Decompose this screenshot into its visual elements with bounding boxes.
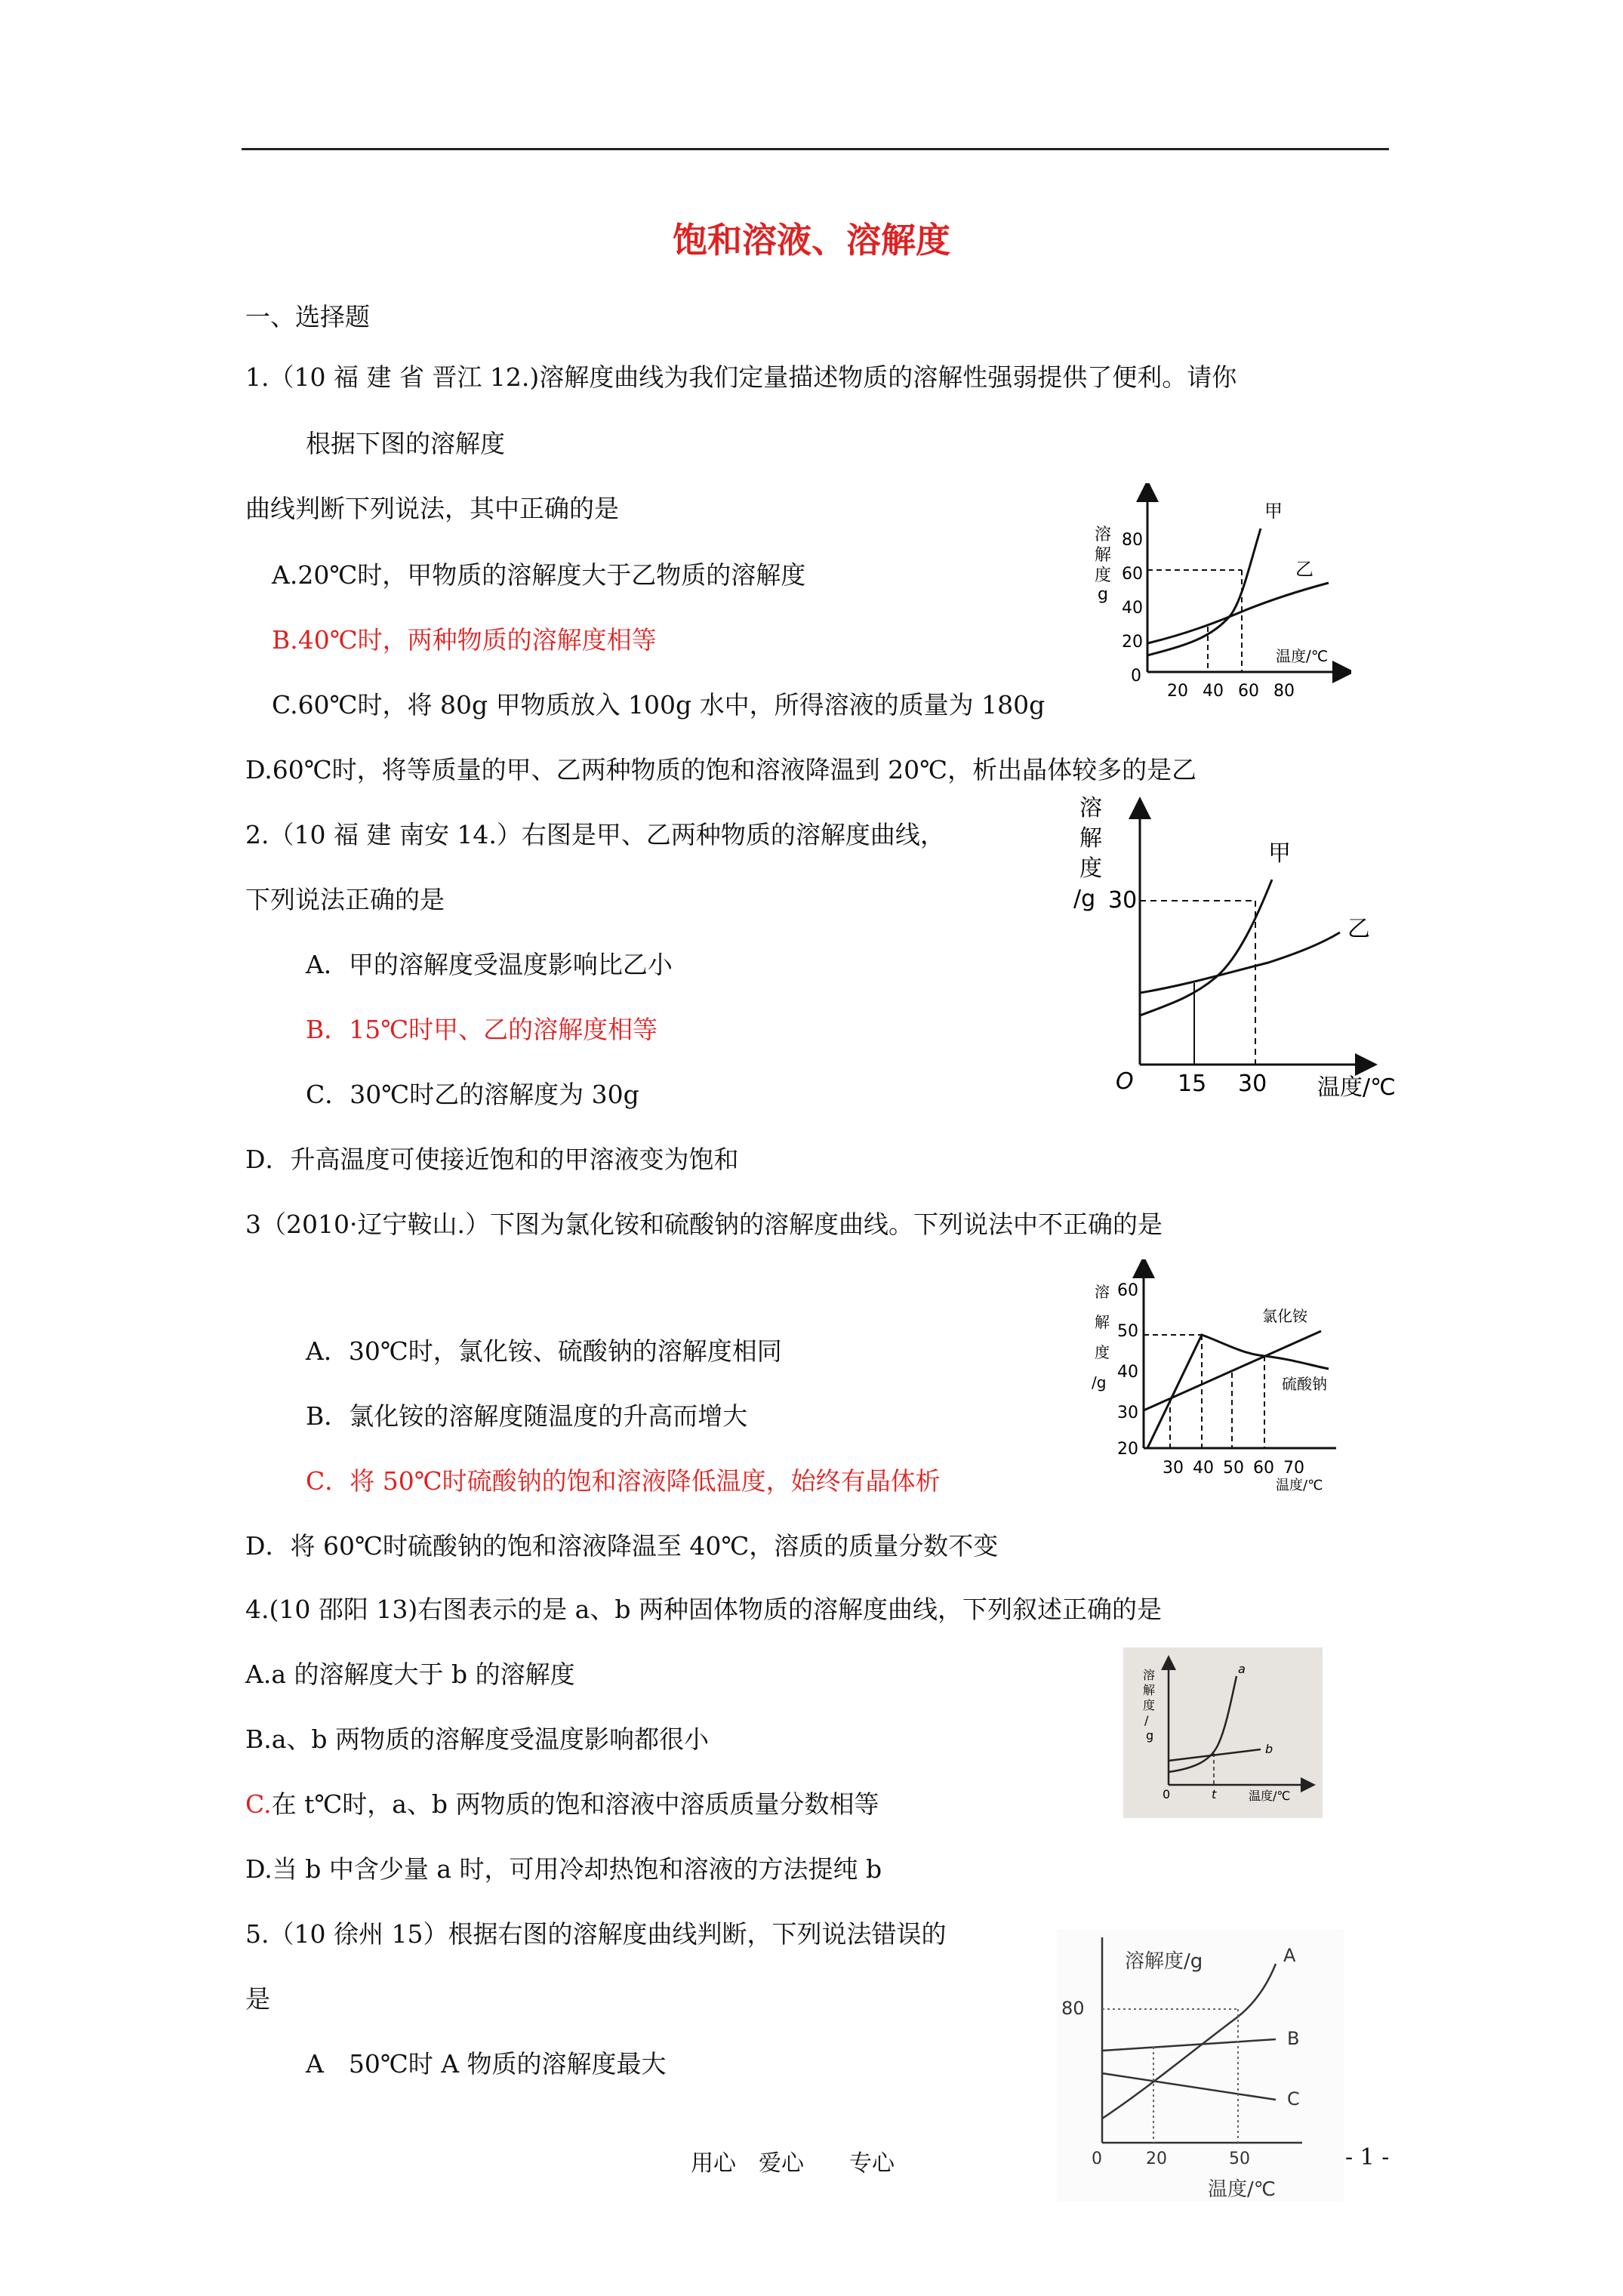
y-tick: 20 [1122, 633, 1143, 652]
q1-option-b: B.40℃时，两种物质的溶解度相等 [272, 625, 657, 655]
y-label-1: 溶 [1079, 795, 1102, 821]
q5-option-a: A 50℃时 A 物质的溶解度最大 [306, 2049, 667, 2079]
series-label-yi: 乙 [1347, 916, 1370, 942]
x-tick: 70 [1283, 1459, 1304, 1478]
page-number: - 1 - [1345, 2144, 1390, 2171]
y-tick: 40 [1117, 1363, 1138, 1382]
y-label-2: 解 [1079, 825, 1102, 852]
y-tick: 20 [1117, 1440, 1138, 1459]
q1-stem-line1: 1.（10 福 建 省 晋江 12.)溶解度曲线为我们定量描述物质的溶解性强弱提供了便利。请你 [245, 362, 1237, 392]
q3-option-b: B．氯化铵的溶解度随温度的升高而增大 [306, 1401, 748, 1431]
q4-option-c [245, 1788, 879, 1821]
q4-option-b: B.a、b 两物质的溶解度受温度影响都很小 [245, 1724, 710, 1754]
y-label-3: 度 [1095, 566, 1112, 585]
series-label-jia: 甲 [1264, 501, 1283, 522]
y-tick: 50 [1117, 1322, 1138, 1341]
x-tick: 30 [1238, 1071, 1267, 1097]
q2-stem-line1: 2.（10 福 建 南安 14.）右图是甲、乙两种物质的溶解度曲线， [245, 820, 945, 849]
origin-label: O [1116, 1068, 1134, 1095]
section-heading: 一、选择题 [245, 302, 370, 331]
x-axis-label: 温度/℃ [1208, 2178, 1276, 2201]
q2-figure [1057, 793, 1419, 1125]
x-tick: t [1212, 1787, 1217, 1801]
q4-option-d: D.当 b 中含少量 a 时，可用冷却热饱和溶液的方法提纯 b [245, 1854, 882, 1884]
q5-stem-line2: 是 [245, 1984, 270, 2014]
q5-figure [1057, 1930, 1344, 2202]
x-tick: 40 [1193, 1459, 1214, 1478]
y-tick: 40 [1122, 599, 1143, 618]
series-label-jia: 甲 [1268, 840, 1291, 867]
y-label-4: / [1144, 1713, 1149, 1727]
q4-stem: 4.(10 邵阳 13)右图表示的是 a、b 两种固体物质的溶解度曲线，下列叙述正确的是 [245, 1595, 1162, 1624]
x-tick: 60 [1238, 682, 1259, 701]
series-label-yi: 乙 [1295, 559, 1313, 580]
q2-option-d: D．升高温度可使接近饱和的甲溶液变为饱和 [245, 1145, 739, 1174]
x-tick: 80 [1273, 682, 1295, 701]
curve-jia [1147, 529, 1261, 655]
x-axis-label: 温度/℃ [1249, 1789, 1291, 1803]
y-tick: 60 [1117, 1281, 1138, 1300]
q3-option-d: D．将 60℃时硫酸钠的饱和溶液降温至 40℃，溶质的质量分数不变 [245, 1531, 999, 1561]
y-label-4: g [1098, 585, 1108, 604]
q3-option-a: A．30℃时，氯化铵、硫酸钠的溶解度相同 [306, 1336, 782, 1366]
y-tick: 30 [1117, 1404, 1138, 1422]
x-tick: 20 [1167, 682, 1188, 701]
q1-stem-line3: 曲线判断下列说法，其中正确的是 [245, 494, 619, 523]
series-label-b: B [1287, 2028, 1300, 2049]
y-label-3: 度 [1143, 1698, 1156, 1712]
x-tick: 40 [1203, 682, 1224, 701]
origin-label: 0 [1163, 1787, 1171, 1801]
y-axis-label: 溶解度/g [1125, 1950, 1203, 1973]
page-title: 饱和溶液、溶解度 [673, 220, 950, 260]
q4-option-c-text: 在 t℃时，a、b 两物质的饱和溶液中溶质质量分数相等 [271, 1789, 879, 1819]
q3-figure [1072, 1259, 1389, 1501]
x-tick: 60 [1253, 1459, 1274, 1478]
y-tick: 30 [1108, 887, 1138, 914]
q1-option-c: C.60℃时，将 80g 甲物质放入 100g 水中，所得溶液的质量为 180g [272, 690, 1046, 720]
y-label-1: 溶 [1095, 1283, 1110, 1301]
y-label-1: 溶 [1095, 525, 1112, 544]
q1-option-d: D.60℃时，将等质量的甲、乙两种物质的饱和溶液降温到 20℃，析出晶体较多的是乙 [245, 755, 1197, 784]
y-label-1: 溶 [1143, 1668, 1156, 1682]
q1-figure [1072, 483, 1351, 732]
series-label-sodium-sulfate: 硫酸钠 [1282, 1375, 1327, 1393]
curve-yi [1147, 583, 1329, 643]
series-label-ammonium-chloride: 氯化铵 [1262, 1307, 1307, 1325]
y-label-4: /g [1073, 886, 1096, 912]
series-label-b: b [1265, 1742, 1273, 1756]
q2-option-b: B．15℃时甲、乙的溶解度相等 [306, 1015, 658, 1044]
y-label-2: 解 [1143, 1683, 1156, 1697]
x-tick: 50 [1223, 1459, 1244, 1478]
x-tick: 50 [1229, 2150, 1250, 2168]
x-tick: 15 [1178, 1071, 1207, 1097]
y-label-3: 度 [1079, 855, 1102, 882]
q4-option-a: A.a 的溶解度大于 b 的溶解度 [245, 1660, 575, 1689]
y-label-2: 解 [1095, 546, 1112, 565]
q2-option-a: A．甲的溶解度受温度影响比乙小 [306, 950, 673, 979]
y-label-3: 度 [1095, 1343, 1110, 1361]
series-label-c: C [1287, 2088, 1300, 2110]
q4-option-c-letter: C. [245, 1789, 272, 1819]
y-label-4: /g [1092, 1373, 1107, 1391]
y-tick: 60 [1122, 565, 1143, 584]
x-axis-label: 温度/℃ [1276, 1478, 1323, 1493]
q4-figure [1123, 1647, 1323, 1818]
x-axis-label: 温度/℃ [1276, 647, 1329, 665]
q2-option-c: C．30℃时乙的溶解度为 30g [306, 1080, 639, 1109]
x-axis-label: 温度/℃ [1317, 1074, 1396, 1101]
q3-stem: 3（2010·辽宁鞍山.）下图为氯化铵和硫酸钠的溶解度曲线。下列说法中不正确的是 [245, 1210, 1163, 1239]
curve-yi [1140, 932, 1340, 993]
series-label-a: a [1238, 1662, 1246, 1676]
q5-stem-line1: 5.（10 徐州 15）根据右图的溶解度曲线判断，下列说法错误的 [245, 1919, 947, 1949]
y-tick: 80 [1061, 1998, 1085, 2019]
y-tick: 80 [1122, 531, 1143, 550]
footer-motto: 用心 爱心 专心 [691, 2150, 895, 2177]
x-tick: 0 [1092, 2150, 1102, 2168]
q3-option-c: C．将 50℃时硫酸钠的饱和溶液降低温度，始终有晶体析 [306, 1466, 941, 1496]
header-rule [242, 148, 1389, 150]
series-label-a: A [1283, 1945, 1296, 1966]
q1-stem-line2: 根据下图的溶解度 [306, 429, 505, 458]
x-tick: 20 [1146, 2150, 1167, 2168]
q1-option-a: A.20℃时，甲物质的溶解度大于乙物质的溶解度 [272, 560, 806, 590]
y-tick: 0 [1131, 667, 1141, 686]
y-label-2: 解 [1095, 1313, 1110, 1331]
y-label-5: g [1146, 1728, 1154, 1743]
x-tick: 30 [1163, 1459, 1184, 1478]
q2-stem-line2: 下列说法正确的是 [245, 885, 445, 914]
